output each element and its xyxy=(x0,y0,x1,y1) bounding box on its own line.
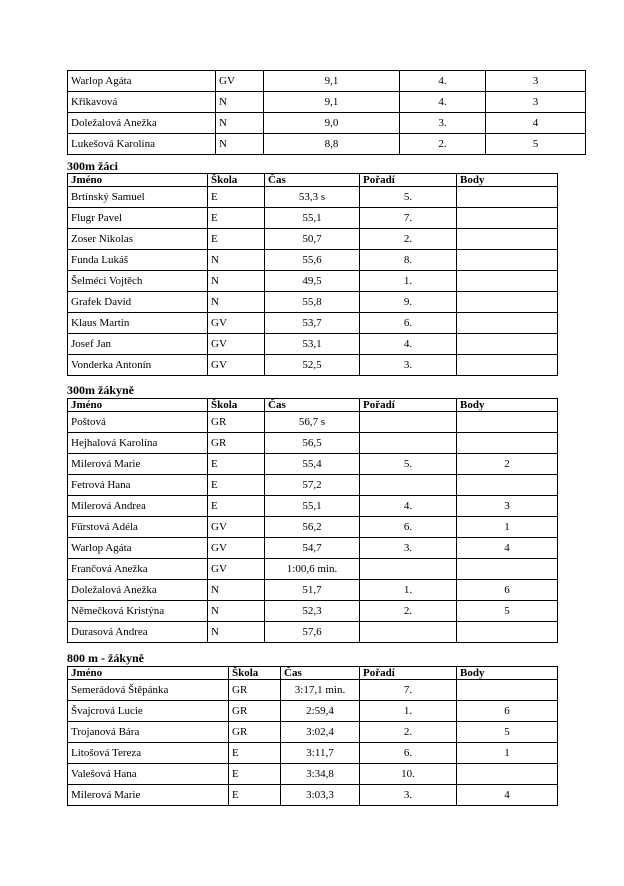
points-cell: 2 xyxy=(457,454,558,475)
table-row xyxy=(68,680,558,701)
table-row xyxy=(68,601,558,622)
table-row xyxy=(68,722,558,743)
athlete-name-cell: Josef Jan xyxy=(68,334,208,355)
points-cell: 4 xyxy=(486,113,586,134)
table-header-row xyxy=(68,667,558,680)
time-cell: 56,5 xyxy=(265,433,360,454)
time-cell: 9,1 xyxy=(264,92,400,113)
table-row xyxy=(68,622,558,643)
time-cell: 3:11,7 xyxy=(281,743,360,764)
rank-cell: 6. xyxy=(360,517,457,538)
school-cell: GR xyxy=(229,722,281,743)
school-cell: GV xyxy=(208,313,265,334)
school-cell: N xyxy=(208,601,265,622)
school-cell: N xyxy=(216,134,264,155)
table-row xyxy=(68,208,558,229)
athlete-name-cell: Warlop Agáta xyxy=(68,71,216,92)
rank-cell: 2. xyxy=(360,722,457,743)
header-points: Body xyxy=(457,399,558,412)
school-cell: GV xyxy=(208,355,265,376)
rank-cell: 4. xyxy=(360,334,457,355)
school-cell: E xyxy=(229,764,281,785)
rank-cell: 1. xyxy=(360,271,457,292)
athlete-name-cell: Švajcrová Lucie xyxy=(68,701,229,722)
school-cell: GV xyxy=(208,559,265,580)
rank-cell xyxy=(360,412,457,433)
school-cell: N xyxy=(208,271,265,292)
time-cell: 1:00,6 min. xyxy=(265,559,360,580)
points-cell: 4 xyxy=(457,538,558,559)
time-cell: 52,5 xyxy=(265,355,360,376)
athlete-name-cell: Doležalová Anežka xyxy=(68,580,208,601)
school-cell: N xyxy=(216,92,264,113)
school-cell: GV xyxy=(208,517,265,538)
athlete-name-cell: Frančová Anežka xyxy=(68,559,208,580)
rank-cell: 2. xyxy=(360,601,457,622)
school-cell: E xyxy=(208,208,265,229)
athlete-name-cell: Warlop Agáta xyxy=(68,538,208,559)
rank-cell: 2. xyxy=(400,134,486,155)
rank-cell: 1. xyxy=(360,701,457,722)
school-cell: GV xyxy=(208,538,265,559)
rank-cell: 3. xyxy=(400,113,486,134)
section-title-800m-girls: 800 m - žákyně xyxy=(67,651,144,665)
school-cell: N xyxy=(208,250,265,271)
points-cell xyxy=(457,208,558,229)
athlete-name-cell: Milerová Andrea xyxy=(68,496,208,517)
table-body xyxy=(68,680,558,806)
rank-cell: 3. xyxy=(360,785,457,806)
school-cell: N xyxy=(208,292,265,313)
time-cell: 55,6 xyxy=(265,250,360,271)
rank-cell: 8. xyxy=(360,250,457,271)
table-row xyxy=(68,580,558,601)
header-time: Čas xyxy=(265,174,360,187)
header-points: Body xyxy=(457,174,558,187)
table-row xyxy=(68,764,558,785)
table-row xyxy=(68,229,558,250)
athlete-name-cell: Grafek David xyxy=(68,292,208,313)
athlete-name-cell: Fetrová Hana xyxy=(68,475,208,496)
time-cell: 56,2 xyxy=(265,517,360,538)
table-body xyxy=(68,412,558,643)
school-cell: E xyxy=(208,187,265,208)
points-cell xyxy=(457,229,558,250)
header-name: Jméno xyxy=(68,667,229,680)
athlete-name-cell: Milerová Marie xyxy=(68,785,229,806)
athlete-name-cell: Klaus Martin xyxy=(68,313,208,334)
athlete-name-cell: Poštová xyxy=(68,412,208,433)
header-time: Čas xyxy=(281,667,360,680)
table-row xyxy=(68,113,586,134)
header-school: Škola xyxy=(229,667,281,680)
athlete-name-cell: Durasová Andrea xyxy=(68,622,208,643)
athlete-name-cell: Trojanová Bára xyxy=(68,722,229,743)
athlete-name-cell: Zoser Nikolas xyxy=(68,229,208,250)
table-header-row xyxy=(68,174,558,187)
time-cell: 3:02,4 xyxy=(281,722,360,743)
points-cell: 3 xyxy=(457,496,558,517)
time-cell: 56,7 s xyxy=(265,412,360,433)
points-cell: 1 xyxy=(457,743,558,764)
rank-cell: 3. xyxy=(360,538,457,559)
points-cell xyxy=(457,271,558,292)
rank-cell: 9. xyxy=(360,292,457,313)
rank-cell: 4. xyxy=(400,71,486,92)
time-cell: 57,2 xyxy=(265,475,360,496)
table-row xyxy=(68,313,558,334)
school-cell: E xyxy=(208,475,265,496)
time-cell: 57,6 xyxy=(265,622,360,643)
rank-cell: 2. xyxy=(360,229,457,250)
school-cell: E xyxy=(208,454,265,475)
athlete-name-cell: Milerová Marie xyxy=(68,454,208,475)
table-row xyxy=(68,355,558,376)
table-row xyxy=(68,785,558,806)
time-cell: 9,1 xyxy=(264,71,400,92)
athlete-name-cell: Němečková Kristýna xyxy=(68,601,208,622)
points-cell xyxy=(457,475,558,496)
table-row xyxy=(68,187,558,208)
school-cell: E xyxy=(229,743,281,764)
rank-cell xyxy=(360,622,457,643)
time-cell: 53,3 s xyxy=(265,187,360,208)
points-cell: 4 xyxy=(457,785,558,806)
table-row xyxy=(68,292,558,313)
athlete-name-cell: Litošová Tereza xyxy=(68,743,229,764)
table-row xyxy=(68,92,586,113)
points-cell xyxy=(457,412,558,433)
time-cell: 55,8 xyxy=(265,292,360,313)
table-row xyxy=(68,517,558,538)
points-cell: 5 xyxy=(486,134,586,155)
rank-cell: 5. xyxy=(360,454,457,475)
rank-cell: 4. xyxy=(360,496,457,517)
table-row xyxy=(68,496,558,517)
points-cell xyxy=(457,187,558,208)
points-cell xyxy=(457,622,558,643)
rank-cell: 6. xyxy=(360,743,457,764)
school-cell: GV xyxy=(208,334,265,355)
athlete-name-cell: Hejhalová Karolína xyxy=(68,433,208,454)
points-cell: 1 xyxy=(457,517,558,538)
header-rank: Pořadí xyxy=(360,174,457,187)
athlete-name-cell: Křikavová xyxy=(68,92,216,113)
school-cell: GR xyxy=(208,412,265,433)
points-cell xyxy=(457,764,558,785)
results-table-300m-boys xyxy=(67,173,558,376)
table-row xyxy=(68,701,558,722)
table-body xyxy=(68,71,586,155)
table-row xyxy=(68,250,558,271)
table-row xyxy=(68,538,558,559)
athlete-name-cell: Doležalová Anežka xyxy=(68,113,216,134)
table-row xyxy=(68,71,586,92)
school-cell: E xyxy=(208,496,265,517)
school-cell: GV xyxy=(216,71,264,92)
results-table-800m-girls xyxy=(67,666,558,806)
header-rank: Pořadí xyxy=(360,399,457,412)
rank-cell xyxy=(360,433,457,454)
points-cell: 5 xyxy=(457,722,558,743)
time-cell: 52,3 xyxy=(265,601,360,622)
athlete-name-cell: Vonderka Antonín xyxy=(68,355,208,376)
table-row xyxy=(68,271,558,292)
section-title-300m-boys: 300m žáci xyxy=(67,159,118,173)
table-row xyxy=(68,412,558,433)
time-cell: 3:17,1 min. xyxy=(281,680,360,701)
rank-cell: 10. xyxy=(360,764,457,785)
header-rank: Pořadí xyxy=(360,667,457,680)
points-cell xyxy=(457,334,558,355)
time-cell: 8,8 xyxy=(264,134,400,155)
school-cell: N xyxy=(208,622,265,643)
rank-cell: 5. xyxy=(360,187,457,208)
points-cell: 3 xyxy=(486,92,586,113)
time-cell: 49,5 xyxy=(265,271,360,292)
rank-cell: 7. xyxy=(360,208,457,229)
time-cell: 55,1 xyxy=(265,208,360,229)
table-body xyxy=(68,187,558,376)
time-cell: 51,7 xyxy=(265,580,360,601)
school-cell: GR xyxy=(208,433,265,454)
school-cell: GR xyxy=(229,701,281,722)
athlete-name-cell: Semerádová Štěpánka xyxy=(68,680,229,701)
time-cell: 53,7 xyxy=(265,313,360,334)
time-cell: 54,7 xyxy=(265,538,360,559)
points-cell: 6 xyxy=(457,580,558,601)
rank-cell: 1. xyxy=(360,580,457,601)
header-school: Škola xyxy=(208,399,265,412)
time-cell: 3:34,8 xyxy=(281,764,360,785)
header-points: Body xyxy=(457,667,558,680)
school-cell: GR xyxy=(229,680,281,701)
athlete-name-cell: Lukešová Karolína xyxy=(68,134,216,155)
rank-cell xyxy=(360,475,457,496)
school-cell: E xyxy=(229,785,281,806)
athlete-name-cell: Funda Lukáš xyxy=(68,250,208,271)
table-header-row xyxy=(68,399,558,412)
rank-cell: 3. xyxy=(360,355,457,376)
table-row xyxy=(68,743,558,764)
time-cell: 50,7 xyxy=(265,229,360,250)
rank-cell: 7. xyxy=(360,680,457,701)
points-cell: 6 xyxy=(457,701,558,722)
athlete-name-cell: Fürstová Adéla xyxy=(68,517,208,538)
time-cell: 3:03,3 xyxy=(281,785,360,806)
time-cell: 2:59,4 xyxy=(281,701,360,722)
time-cell: 55,1 xyxy=(265,496,360,517)
table-row xyxy=(68,475,558,496)
time-cell: 53,1 xyxy=(265,334,360,355)
rank-cell: 4. xyxy=(400,92,486,113)
table-row xyxy=(68,334,558,355)
time-cell: 55,4 xyxy=(265,454,360,475)
section-title-300m-girls: 300m žákyně xyxy=(67,383,134,397)
points-cell xyxy=(457,313,558,334)
points-cell: 5 xyxy=(457,601,558,622)
rank-cell: 6. xyxy=(360,313,457,334)
points-cell xyxy=(457,559,558,580)
school-cell: N xyxy=(216,113,264,134)
header-school: Škola xyxy=(208,174,265,187)
results-table-300m-girls xyxy=(67,398,558,643)
header-time: Čas xyxy=(265,399,360,412)
athlete-name-cell: Šelméci Vojtěch xyxy=(68,271,208,292)
points-cell xyxy=(457,250,558,271)
table-row xyxy=(68,134,586,155)
athlete-name-cell: Flugr Pavel xyxy=(68,208,208,229)
header-name: Jméno xyxy=(68,174,208,187)
points-cell xyxy=(457,433,558,454)
athlete-name-cell: Valešová Hana xyxy=(68,764,229,785)
school-cell: N xyxy=(208,580,265,601)
table-row xyxy=(68,559,558,580)
athlete-name-cell: Brtínský Samuel xyxy=(68,187,208,208)
table-row xyxy=(68,454,558,475)
points-cell xyxy=(457,292,558,313)
results-table-continuation xyxy=(67,70,586,155)
points-cell xyxy=(457,680,558,701)
time-cell: 9,0 xyxy=(264,113,400,134)
header-name: Jméno xyxy=(68,399,208,412)
table-row xyxy=(68,433,558,454)
school-cell: E xyxy=(208,229,265,250)
points-cell: 3 xyxy=(486,71,586,92)
rank-cell xyxy=(360,559,457,580)
points-cell xyxy=(457,355,558,376)
